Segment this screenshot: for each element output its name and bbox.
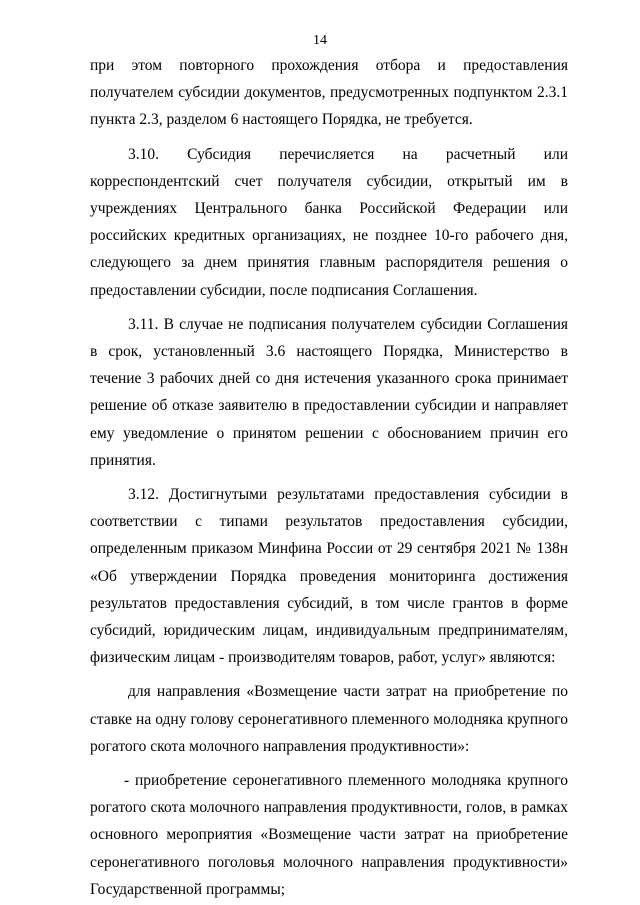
page-number: 14 — [313, 33, 327, 48]
paragraph-continuation: при этом повторного прохождения отбора и предоставления получателем субсидии документов, предусмотренных подпунктом 2.3.1 пункта 2.3, разделом 6 настоящего Порядка, не требуется. — [90, 57, 568, 129]
paragraph-3-12: 3.12. Достигнутыми результатами предоставления субсидии в соответствии с типами результатов предоставления субсидии, определенным приказом Минфина России от 29 сентября 2021 № 138н «Об утверждении Порядка проведения мониторинга достижения результатов предоставления субсидий, в том числе грантов в форме субсидий, юридическим лицам, индивидуальным предпринимателям, физическим лицам - производителям товаров, работ, услуг» являются: — [90, 486, 568, 667]
paragraph-direction: для направления «Возмещение части затрат на приобретение по ставке на одну голову серонегативного племенного молодняка крупного рогатого скота молочного направления продуктивности»: — [90, 683, 568, 755]
paragraph-3-10: 3.10. Субсидия перечисляется на расчетный или корреспондентский счет получателя субсидии, открытый им в учреждениях Центрального банка Российской Федерации или российских кредитных организациях, не позднее 10-го рабочего дня, следующего за днем принятия главным распорядителя решения о предоставлении субсидии, после подписания Соглашения. — [90, 145, 568, 299]
document-body — [90, 52, 568, 903]
paragraph-bullet: - приобретение серонегативного племенного молодняка крупного рогатого скота молочного направления продуктивности, голов, в рамках основного мероприятия «Возмещение части затрат на приобретение серонегативного поголовья молочного направления продуктивности» Государственной программы; — [90, 772, 568, 898]
paragraph-3-11: 3.11. В случае не подписания получателем субсидии Соглашения в срок, установленный 3.6 настоящего Порядка, Министерство в течение 3 рабочих дней со дня истечения указанного срока принимает решение об отказе заявителю в предоставлении субсидии и направляет ему уведомление о принятом решении с обоснованием причин его принятия. — [90, 315, 568, 469]
